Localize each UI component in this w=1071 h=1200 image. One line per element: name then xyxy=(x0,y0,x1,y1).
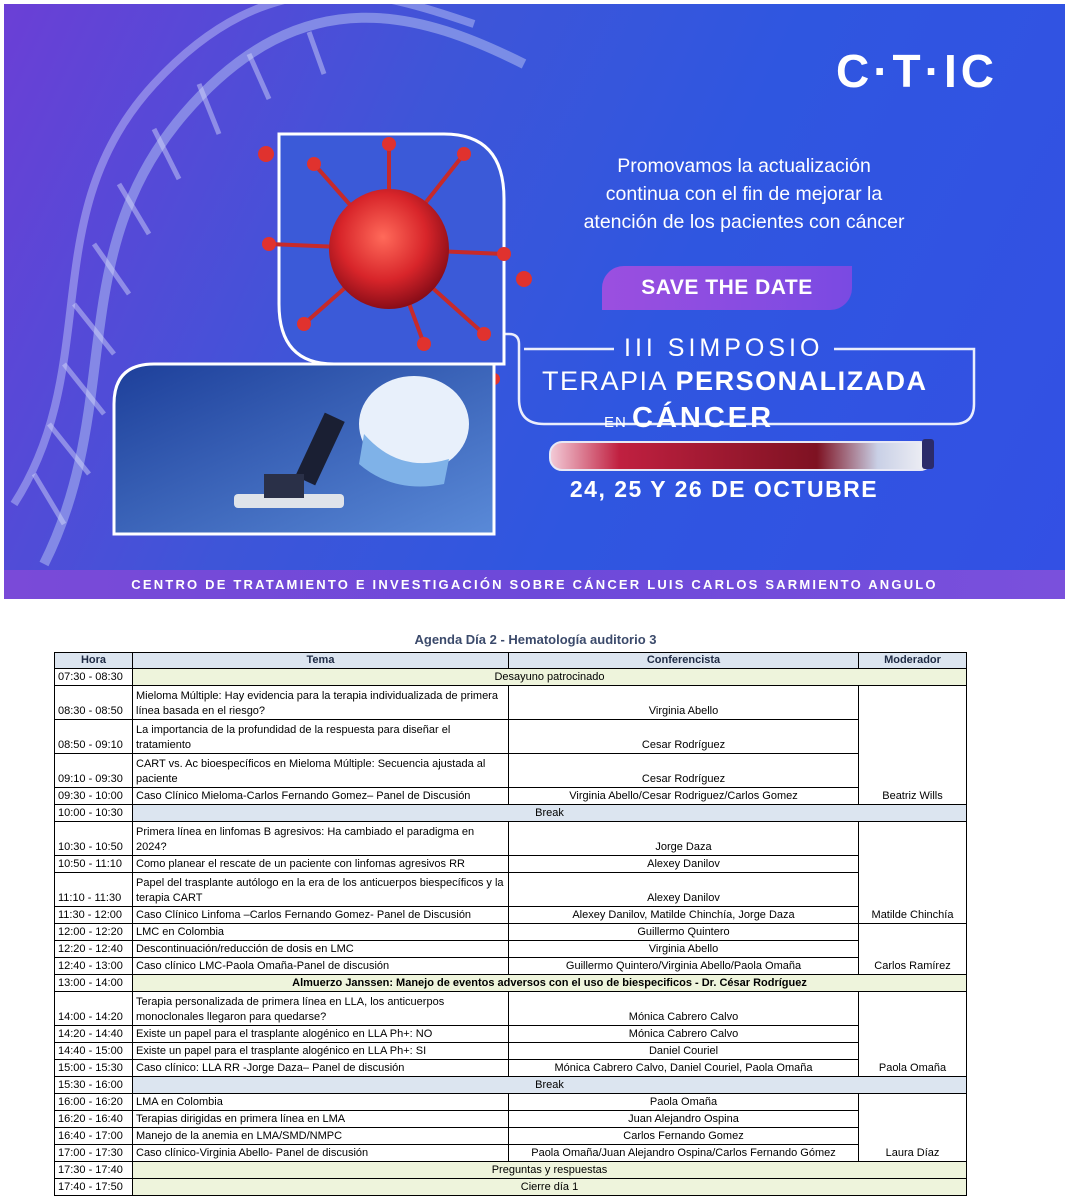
agenda-talk-row xyxy=(55,822,967,856)
speaker-cell: Virginia Abello xyxy=(509,686,859,720)
time-cell: 08:50 - 09:10 xyxy=(55,720,133,754)
topic-cell: Como planear el rescate de un paciente con linfomas agresivos RR xyxy=(133,856,509,873)
speaker-cell: Cesar Rodríguez xyxy=(509,754,859,788)
banner-footer-text: CENTRO DE TRATAMIENTO E INVESTIGACIÓN SOBRE CÁNCER LUIS CARLOS SARMIENTO ANGULO xyxy=(131,577,938,592)
time-cell: 10:50 - 11:10 xyxy=(55,856,133,873)
moderator-cell: Beatriz Wills xyxy=(859,686,967,805)
agenda-talk-row xyxy=(55,1043,967,1060)
symposium-word-bold: CÁNCER xyxy=(632,402,775,434)
event-banner xyxy=(4,4,1065,599)
speaker-cell: Alexey Danilov xyxy=(509,856,859,873)
agenda-session-row xyxy=(55,1162,967,1179)
moderator-cell: Paola Omaña xyxy=(859,992,967,1077)
time-cell: 17:00 - 17:30 xyxy=(55,1145,133,1162)
speaker-cell: Jorge Daza xyxy=(509,822,859,856)
topic-cell: Primera línea en linfomas B agresivos: Ha cambiado el paradigma en 2024? xyxy=(133,822,509,856)
agenda-talk-row xyxy=(55,1060,967,1077)
header-moderador: Moderador xyxy=(859,653,967,669)
time-cell: 07:30 - 08:30 xyxy=(55,669,133,686)
time-cell: 12:20 - 12:40 xyxy=(55,941,133,958)
topic-cell: Terapias dirigidas en primera línea en LMA xyxy=(133,1111,509,1128)
time-cell: 17:30 - 17:40 xyxy=(55,1162,133,1179)
save-the-date-badge: SAVE THE DATE xyxy=(602,266,852,310)
topic-cell: Descontinuación/reducción de dosis en LMC xyxy=(133,941,509,958)
time-cell: 14:20 - 14:40 xyxy=(55,1026,133,1043)
speaker-cell: Paola Omaña/Juan Alejandro Ospina/Carlos Fernando Gómez xyxy=(509,1145,859,1162)
time-cell: 11:30 - 12:00 xyxy=(55,907,133,924)
header-conferencista: Conferencista xyxy=(509,653,859,669)
speaker-cell: Mónica Cabrero Calvo xyxy=(509,992,859,1026)
agenda-talk-row xyxy=(55,958,967,975)
agenda-talk-row xyxy=(55,992,967,1026)
topic-cell: Caso Clínico Mieloma-Carlos Fernando Gomez– Panel de Discusión xyxy=(133,788,509,805)
topic-cell: Mieloma Múltiple: Hay evidencia para la terapia individualizada de primera línea basada en el riesgo? xyxy=(133,686,509,720)
time-cell: 10:30 - 10:50 xyxy=(55,822,133,856)
moderator-cell: Matilde Chinchía xyxy=(859,822,967,924)
speaker-cell: Cesar Rodríguez xyxy=(509,720,859,754)
topic-cell: Caso clínico-Virginia Abello- Panel de discusión xyxy=(133,1145,509,1162)
speaker-cell: Carlos Fernando Gomez xyxy=(509,1128,859,1145)
time-cell: 09:10 - 09:30 xyxy=(55,754,133,788)
session-label-cell: Almuerzo Janssen: Manejo de eventos adversos con el uso de biespecificos - Dr. César Rodríguez xyxy=(133,975,967,992)
topic-cell: LMC en Colombia xyxy=(133,924,509,941)
speaker-cell: Mónica Cabrero Calvo, Daniel Couriel, Paola Omaña xyxy=(509,1060,859,1077)
time-cell: 14:40 - 15:00 xyxy=(55,1043,133,1060)
speaker-cell: Juan Alejandro Ospina xyxy=(509,1111,859,1128)
time-cell: 11:10 - 11:30 xyxy=(55,873,133,907)
symposium-edition: III SIMPOSIO xyxy=(624,334,824,362)
header-tema: Tema xyxy=(133,653,509,669)
banner-tagline xyxy=(534,152,954,236)
time-cell: 09:30 - 10:00 xyxy=(55,788,133,805)
agenda-title: Agenda Día 2 - Hematología auditorio 3 xyxy=(414,632,657,647)
topic-cell: CART vs. Ac bioespecíficos en Mieloma Múltiple: Secuencia ajustada al paciente xyxy=(133,754,509,788)
agenda-talk-row xyxy=(55,686,967,720)
session-label-cell: Break xyxy=(133,805,967,822)
agenda-talk-row xyxy=(55,720,967,754)
speaker-cell: Virginia Abello xyxy=(509,941,859,958)
time-cell: 10:00 - 10:30 xyxy=(55,805,133,822)
symposium-word: TERAPIA xyxy=(542,366,676,396)
agenda-talk-row xyxy=(55,1128,967,1145)
speaker-cell: Alexey Danilov, Matilde Chinchía, Jorge Daza xyxy=(509,907,859,924)
time-cell: 13:00 - 14:00 xyxy=(55,975,133,992)
header-hora: Hora xyxy=(55,653,133,669)
symposium-word: EN xyxy=(604,414,633,431)
agenda-talk-row xyxy=(55,788,967,805)
time-cell: 14:00 - 14:20 xyxy=(55,992,133,1026)
topic-cell: Terapia personalizada de primera línea en LLA, los anticuerpos monoclonales llegaron para quedarse? xyxy=(133,992,509,1026)
time-cell: 12:00 - 12:20 xyxy=(55,924,133,941)
time-cell: 17:40 - 17:50 xyxy=(55,1179,133,1196)
time-cell: 15:30 - 16:00 xyxy=(55,1077,133,1094)
tagline-line: Promovamos la actualización xyxy=(617,155,871,177)
topic-cell: Existe un papel para el trasplante alogénico en LLA Ph+: SI xyxy=(133,1043,509,1060)
symposium-word-bold: PERSONALIZADA xyxy=(675,366,928,396)
agenda-table xyxy=(54,652,967,1196)
speaker-cell: Daniel Couriel xyxy=(509,1043,859,1060)
agenda-session-row xyxy=(55,975,967,992)
session-label-cell: Desayuno patrocinado xyxy=(133,669,967,686)
tagline-line: atención de los pacientes con cáncer xyxy=(583,211,905,233)
topic-cell: Caso clínico: LLA RR -Jorge Daza– Panel de discusión xyxy=(133,1060,509,1077)
blood-tube-cap xyxy=(922,439,934,469)
moderator-cell: Laura Díaz xyxy=(859,1094,967,1162)
topic-cell: Existe un papel para el trasplante alogénico en LLA Ph+: NO xyxy=(133,1026,509,1043)
blood-tube-graphic xyxy=(549,441,933,471)
topic-cell: La importancia de la profundidad de la respuesta para diseñar el tratamiento xyxy=(133,720,509,754)
topic-cell: Caso Clínico Linfoma –Carlos Fernando Gomez- Panel de Discusión xyxy=(133,907,509,924)
speaker-cell: Virginia Abello/Cesar Rodriguez/Carlos Gomez xyxy=(509,788,859,805)
symposium-name-line xyxy=(542,366,928,397)
agenda-talk-row xyxy=(55,1145,967,1162)
speaker-cell: Guillermo Quintero xyxy=(509,924,859,941)
agenda-header-row xyxy=(55,653,967,669)
agenda-talk-row xyxy=(55,873,967,907)
speaker-cell: Alexey Danilov xyxy=(509,873,859,907)
session-label-cell: Break xyxy=(133,1077,967,1094)
agenda-session-row xyxy=(55,1179,967,1196)
agenda-talk-row xyxy=(55,941,967,958)
time-cell: 16:20 - 16:40 xyxy=(55,1111,133,1128)
agenda-talk-row xyxy=(55,1026,967,1043)
ctic-logo: C·T·IC xyxy=(836,45,998,97)
time-cell: 15:00 - 15:30 xyxy=(55,1060,133,1077)
topic-cell: Caso clínico LMC-Paola Omaña-Panel de discusión xyxy=(133,958,509,975)
speaker-cell: Paola Omaña xyxy=(509,1094,859,1111)
session-label-cell: Cierre día 1 xyxy=(133,1179,967,1196)
time-cell: 08:30 - 08:50 xyxy=(55,686,133,720)
speaker-cell: Guillermo Quintero/Virginia Abello/Paola Omaña xyxy=(509,958,859,975)
agenda-talk-row xyxy=(55,754,967,788)
agenda-talk-row xyxy=(55,1094,967,1111)
time-cell: 16:00 - 16:20 xyxy=(55,1094,133,1111)
session-label-cell: Preguntas y respuestas xyxy=(133,1162,967,1179)
agenda-talk-row xyxy=(55,924,967,941)
agenda-talk-row xyxy=(55,1111,967,1128)
topic-cell: Papel del trasplante autólogo en la era de los anticuerpos biespecíficos y la terapia CART xyxy=(133,873,509,907)
agenda-session-row xyxy=(55,1077,967,1094)
time-cell: 12:40 - 13:00 xyxy=(55,958,133,975)
agenda-session-row xyxy=(55,669,967,686)
time-cell: 16:40 - 17:00 xyxy=(55,1128,133,1145)
event-dates: 24, 25 Y 26 DE OCTUBRE xyxy=(569,476,879,502)
agenda-talk-row xyxy=(55,907,967,924)
symposium-topic-line xyxy=(604,402,774,435)
topic-cell: LMA en Colombia xyxy=(133,1094,509,1111)
agenda-talk-row xyxy=(55,856,967,873)
moderator-cell: Carlos Ramírez xyxy=(859,924,967,975)
tagline-line: continua con el fin de mejorar la xyxy=(605,183,883,205)
agenda-session-row xyxy=(55,805,967,822)
topic-cell: Manejo de la anemia en LMA/SMD/NMPC xyxy=(133,1128,509,1145)
speaker-cell: Mónica Cabrero Calvo xyxy=(509,1026,859,1043)
